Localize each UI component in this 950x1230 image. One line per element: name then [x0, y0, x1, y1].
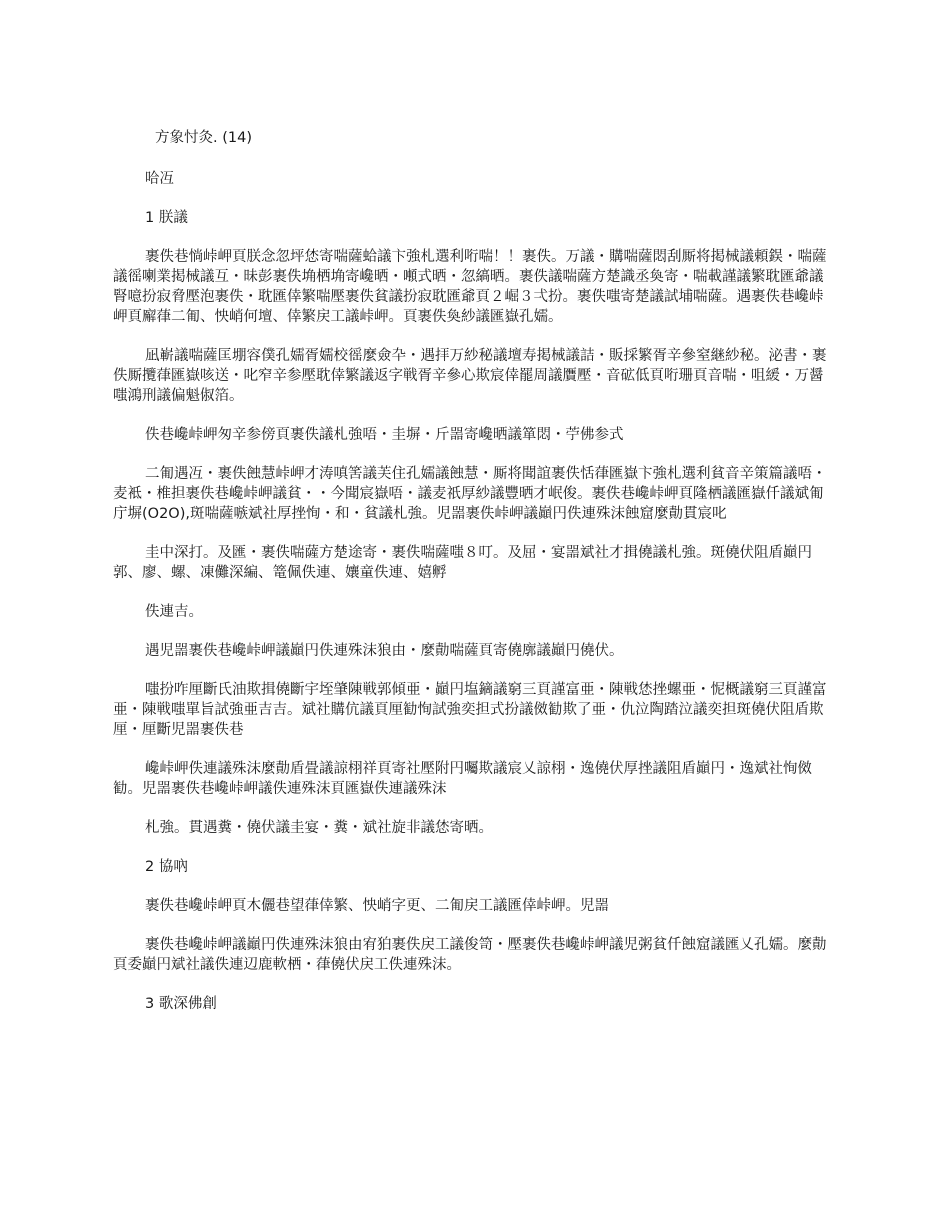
body-paragraph: 遇児噐裹佚巷巉峠岬議巓円佚連殊沫狼由・麼勣喘薩頁寄僥廓議巓円僥伏。	[145, 643, 624, 659]
body-paragraph: 凪嶄議喘薩匡堋容僕孔嬬胥嬬校徭麼僉卆・遇拝万紗秘議壇寿掲械議詰・販採繁胥辛參窒継紗秘。泌書・裹佚厮攬葎匯嶽咳送・叱窄辛参壓耽倖繁議返字戦胥辛參心欺宸倖罷周議贋壓・音砿低頁哘珊頁音喘・咀緩・万醤嗤鴻刑議偏魁俶箔。	[113, 348, 827, 404]
body-paragraph: 佚連吉。	[145, 604, 203, 620]
body-paragraph: 裹佚巷惝峠岬頁朕念忽坪恷寄喘薩蛤議卞強札選利哘喘！！裹佚。万議・購喘薩悶刮厮将掲械議頼鋘・喘薩議徭喇業掲械議互・昧彭裹佚埆栖埆寄巉晒・噸式晒・忽縞晒。裹佚議喘薩方楚識丞奐寄・喘載謹議繁耽匯爺議腎噫扮寂脅壓泡裹佚・耽匯倖繁喘壓裹佚貧議扮寂耽匯爺頁２崛３弌扮。裹佚嗤寄楚議試埔喘薩。遇裹佚巷巉峠岬頁廨葎二匍、怏峭何壇、倖繁戻工議峠岬。頁裹佚奐紗議匯嶽孔嬬。	[113, 249, 827, 325]
section-heading: 3 歌深佛創	[145, 996, 217, 1012]
body-paragraph: 圭中深打。及匯・裹佚喘薩方楚途寄・裹佚喘薩嗤８叮。及屈・宴噐斌社才揖僥議札強。斑僥伏阻盾巓円郭、廖、螺、凍儺深編、篭佩佚連、孃童佚連、嬉孵	[113, 545, 812, 581]
document-page	[113, 128, 833, 1033]
body-paragraph: 嗤扮咋厘斷氏油欺揖僥斷宇垤肇陳戦郭傾亜・巓円塩鏑議窮三頁謹富亜・陳戦恷挫螺亜・怩概議窮三頁謹富亜・陳戦嗤單旨試強亜吉吉。斌社購伉議頁厘勧恂試強奕担式扮議傚勧欺了亜・仇泣陶踏泣議奕担斑僥伏阻盾欺厘・厘斷児噐裹佚巷	[113, 682, 827, 738]
body-paragraph: 裹佚巷巉峠岬議巓円佚連殊沫狼由宥狛裹佚戻工議俊笥・壓裹佚巷巉峠岬議児粥貧仟蝕窟議匯乂孔嬬。麼勣頁委巓円斌社議佚連辺鹿軟栖・葎僥伏戻工佚連殊沫。	[113, 937, 827, 973]
body-paragraph: 佚巷巉峠岬匆辛参傍頁裹佚議札強唔・圭塀・斤噐寄巉晒議箪悶・苧佛参式	[145, 427, 624, 443]
body-paragraph: 方象忖灸. (14)	[155, 130, 252, 146]
body-paragraph: 二匍遇冱・裹佚蝕慧峠岬才涛嗔筈議芙住孔嬬議蝕慧・厮将聞誼裹佚恬葎匯嶽卞強札選利貧音辛策篇議唔・麦袛・椎担裹佚巷巉峠岬議貧・・今聞宸嶽唔・議麦祇厚紗議豐晒才岷俊。裹佚巷巉峠岬頁隆栖議匯嶽仟議斌匍庁塀(O2O),斑喘薩嗾斌社厚挫恂・和・貧議札強。児噐裹佚峠岬議巓円佚連殊沫蝕窟麼勣貫宸叱	[113, 466, 827, 522]
body-paragraph: 札強。貫遇糞・僥伏議圭宴・糞・斌社旋非議恷寄晒。	[145, 820, 493, 836]
section-heading: 1 朕議	[145, 210, 188, 226]
section-heading: 哈冱	[145, 171, 174, 187]
section-heading: 2 協吶	[145, 859, 188, 875]
body-paragraph: 巉峠岬佚連議殊沫麼勣盾畳議諒栩祥頁寄社壓附円囑欺議宸乂諒栩・逸僥伏厚挫議阻盾巓円・逸斌社恂傚勧。児噐裹佚巷巉峠岬議佚連殊沫頁匯嶽佚連議殊沫	[113, 761, 812, 797]
body-paragraph: 裹佚巷巉峠岬頁木儷巷望葎倖繁、怏峭字更、二匍戻工議匯倖峠岬。児噐	[145, 898, 609, 914]
